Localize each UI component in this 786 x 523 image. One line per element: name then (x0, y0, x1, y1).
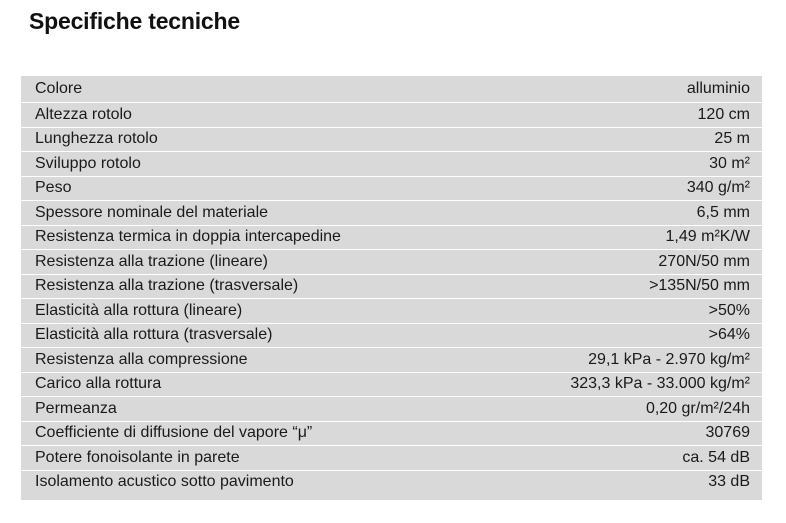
table-row (21, 76, 762, 102)
row-label: Coefficiente di diffusione del vapore “μ” (35, 424, 313, 442)
table-row (21, 372, 762, 397)
row-label: Altezza rotolo (35, 105, 132, 123)
table-row (21, 249, 762, 274)
table-row (21, 102, 762, 127)
row-label: Permeanza (35, 399, 117, 417)
row-label: Potere fonoisolante in parete (35, 448, 240, 466)
table-row (21, 151, 762, 176)
row-value: >64% (708, 326, 750, 344)
row-label: Colore (35, 80, 83, 97)
row-value: 323,3 kPa - 33.000 kg/m² (570, 375, 750, 393)
row-value: 30769 (705, 424, 750, 442)
table-row (21, 298, 762, 323)
table-row (21, 445, 762, 470)
table-row (21, 274, 762, 299)
row-value: 120 cm (697, 105, 750, 123)
table-row (21, 127, 762, 152)
table-row (21, 176, 762, 201)
table-row (21, 323, 762, 348)
table-row (21, 421, 762, 446)
row-value: alluminio (686, 80, 750, 97)
row-value: 6,5 mm (696, 203, 750, 221)
row-value: ca. 54 dB (682, 448, 750, 466)
row-label: Isolamento acustico sotto pavimento (35, 473, 294, 491)
row-label: Lunghezza rotolo (35, 130, 158, 148)
row-label: Peso (35, 179, 72, 197)
row-label: Resistenza alla trazione (trasversale) (35, 277, 299, 295)
row-value: 270N/50 mm (658, 252, 750, 270)
row-value: 33 dB (708, 473, 750, 491)
table-row (21, 225, 762, 250)
row-value: 25 m (714, 130, 750, 148)
row-label: Resistenza alla trazione (lineare) (35, 252, 268, 270)
row-label: Carico alla rottura (35, 375, 162, 393)
table-row (21, 396, 762, 421)
row-value: 0,20 gr/m²/24h (645, 399, 750, 417)
row-label: Sviluppo rotolo (35, 154, 141, 172)
row-value: >135N/50 mm (649, 277, 750, 295)
table-row (21, 200, 762, 225)
row-value: 30 m² (709, 154, 750, 172)
row-value: 340 g/m² (686, 179, 750, 197)
table-row (21, 470, 762, 495)
row-value: 1,49 m²K/W (665, 228, 750, 246)
page-title: Specifiche tecniche (29, 8, 240, 34)
spec-table (21, 76, 762, 500)
row-value: 29,1 kPa - 2.970 kg/m² (588, 350, 750, 368)
row-label: Resistenza alla compressione (35, 350, 248, 368)
row-label: Elasticità alla rottura (trasversale) (35, 326, 273, 344)
row-label: Elasticità alla rottura (lineare) (35, 301, 243, 319)
row-value: >50% (708, 301, 750, 319)
row-label: Resistenza termica in doppia intercapedine (35, 228, 341, 246)
table-row (21, 347, 762, 372)
row-label: Spessore nominale del materiale (35, 203, 269, 221)
